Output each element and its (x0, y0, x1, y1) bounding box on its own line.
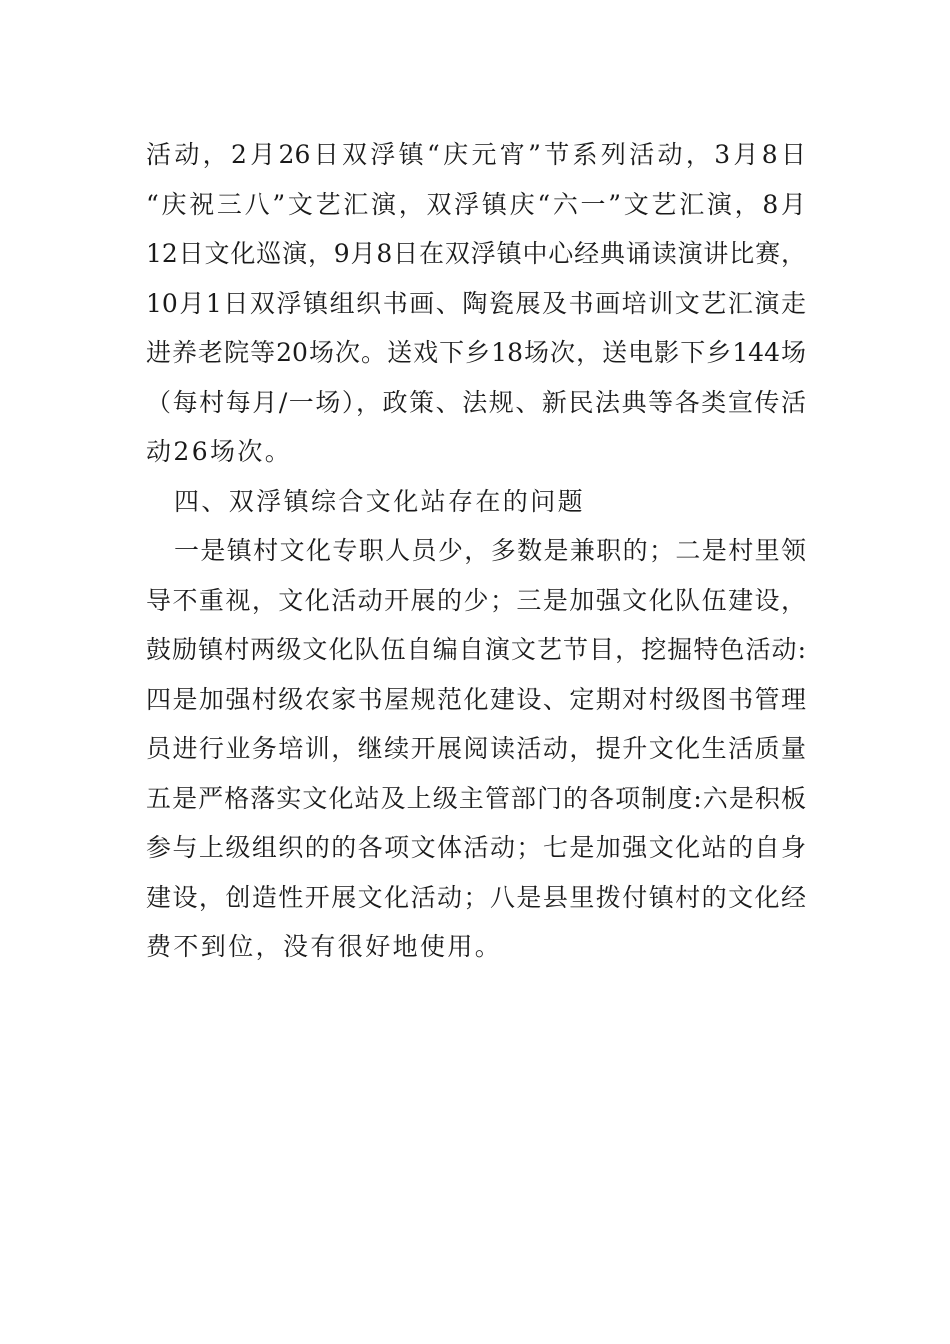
paragraph-2-line: 费不到位，没有很好地使用。 (146, 932, 503, 961)
paragraph-2-line: 四是加强村级农家书屋规范化建设、定期对村级图书管理 (146, 684, 806, 714)
paragraph-2-line: 建设，创造性开展文化活动；八是县里拨付镇村的文化经 (146, 882, 806, 912)
section-heading: 四、双浮镇综合文化站存在的问题 (174, 486, 586, 516)
paragraph-2-line: 鼓励镇村两级文化队伍自编自演文艺节目，挖掘特色活动: (146, 635, 806, 664)
paragraph-1-line: 12日文化巡演，9月8日在双浮镇中心经典诵读演讲比赛， (146, 239, 806, 268)
paragraph-1-line: “庆祝三八”文艺汇演，双浮镇庆“六一”文艺汇演，8月 (146, 189, 806, 219)
paragraph-1-line: 活动，2月26日双浮镇“庆元宵”节系列活动，3月8日 (146, 140, 806, 169)
paragraph-1-line: 10月1日双浮镇组织书画、陶瓷展及书画培训文艺汇演走 (146, 288, 806, 318)
paragraph-1-line: 进养老院等20场次。送戏下乡18场次，送电影下乡144场 (146, 338, 806, 367)
paragraph-2-line: 一是镇村文化专职人员少，多数是兼职的；二是村里领 (174, 536, 806, 565)
paragraph-1-line: （每村每月/一场），政策、法规、新民法典等各类宣传活 (146, 387, 806, 417)
paragraph-1-line: 动26场次。 (146, 437, 293, 466)
paragraph-2-line: 员进行业务培训，继续开展阅读活动，提升文化生活质量 (146, 734, 806, 763)
paragraph-2-line: 参与上级组织的的各项文体活动；七是加强文化站的自身 (146, 833, 806, 862)
paragraph-2-line: 五是严格落实文化站及上级主管部门的各项制度:六是积板 (146, 783, 806, 813)
document-body (146, 130, 806, 972)
paragraph-2-line: 导不重视，文化活动开展的少；三是加强文化队伍建设， (146, 585, 806, 615)
